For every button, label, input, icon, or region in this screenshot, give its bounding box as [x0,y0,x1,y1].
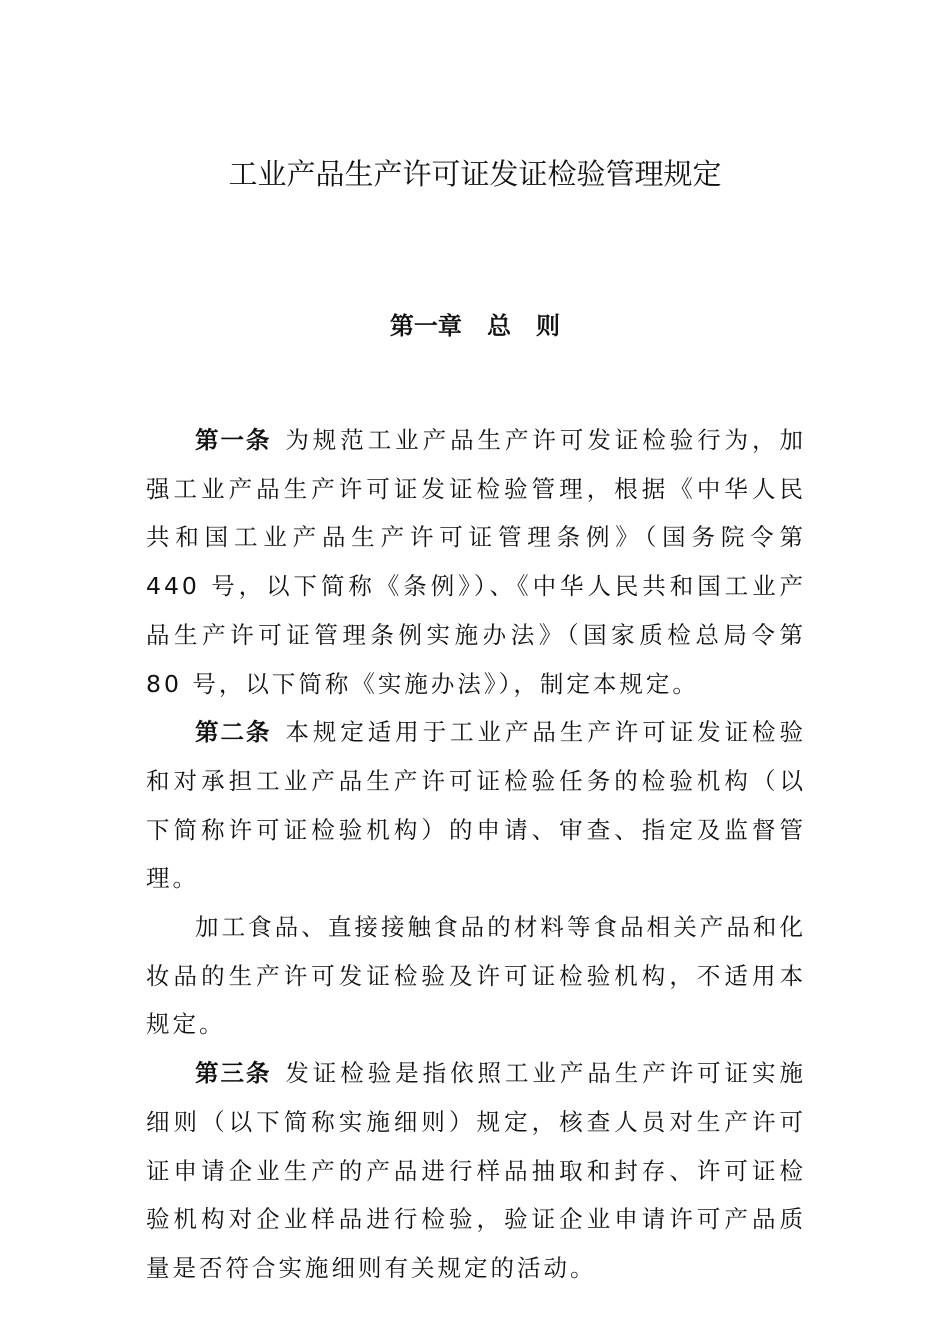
body-paragraph [146,903,806,1049]
document-body [146,416,806,1293]
article-label: 第一条 [195,426,272,454]
article-paragraph [146,416,806,708]
article-label: 第二条 [195,718,272,747]
chapter-heading: 第一章 总 则 [389,312,561,340]
paragraph-text: 加工食品、直接接触食品的材料等食品相关产品和化妆品的生产许可发证检验及许可证检验机构，不适用本规定。 [146,913,806,1039]
article-text: 为规范工业产品生产许可发证检验行为，加强工业产品生产许可证发证检验管理，根据《中华人民共和国工业产品生产许可证管理条例》（国务院令第 440 号，以下简称《条例》）、《中华人民共和国工业产品生产许可证管理条例实施办法》（国家质检总局令第 80 号，以下简称《实施办法》），制定本规定。 [146,426,807,698]
article-text: 本规定适用于工业产品生产许可证发证检验和对承担工业产品生产许可证检验任务的检验机构（以下简称许可证检验机构）的申请、审查、指定及监督管理。 [146,718,807,893]
article-paragraph [146,708,806,903]
document-title: 工业产品生产许可证发证检验管理规定 [228,157,722,191]
article-text: 发证检验是指依照工业产品生产许可证实施细则（以下简称实施细则）规定，核查人员对生产许可证申请企业生产的产品进行样品抽取和封存、许可证检验机构对企业样品进行检验，验证企业申请许可产品质量是否符合实施细则有关规定的活动。 [146,1059,807,1282]
article-paragraph [146,1049,806,1293]
article-label: 第三条 [195,1059,272,1088]
